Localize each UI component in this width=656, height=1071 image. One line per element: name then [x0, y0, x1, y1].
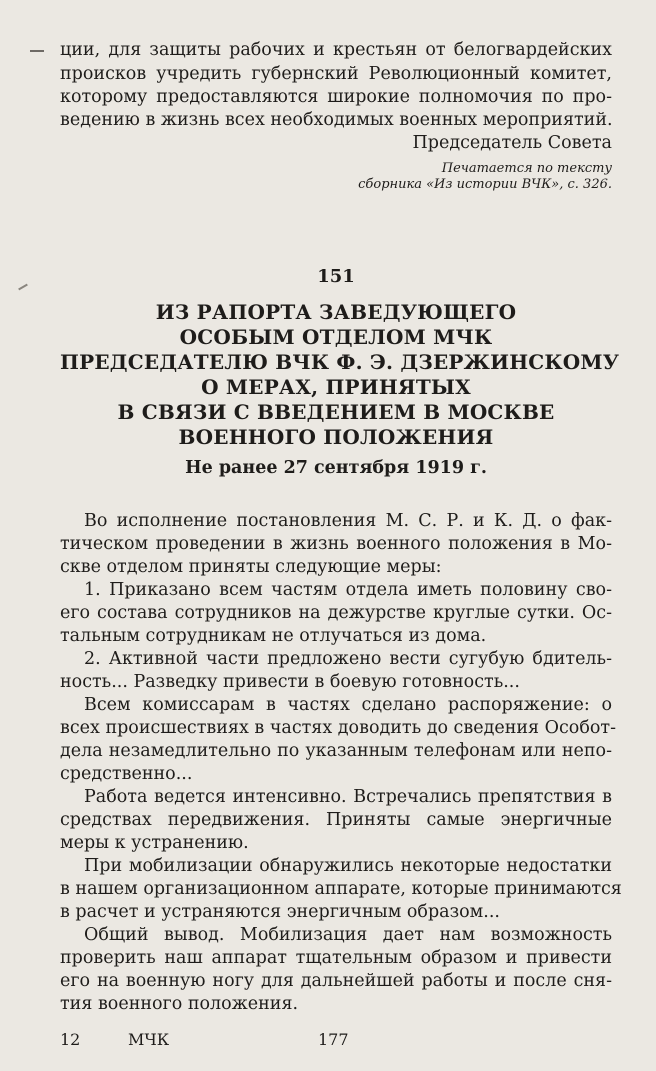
- body-line-14: средствах передвижения. Приняты самые энергичные: [60, 810, 612, 830]
- margin-dash: [30, 50, 44, 52]
- source-note-line-1: Печатается по тексту: [441, 161, 612, 176]
- body-line-15: меры к устранению.: [60, 833, 249, 853]
- page-number: 177: [318, 1030, 349, 1049]
- document-title-line-4: О МЕРАХ, ПРИНЯТЫХ: [201, 375, 471, 399]
- signature-label: МЧК: [128, 1030, 170, 1049]
- body-line-11: дела незамедлительно по указанным телефонам или непо-: [60, 741, 612, 761]
- body-line-19: Общий вывод. Мобилизация дает нам возможность: [84, 925, 612, 945]
- body-line-8: ность... Разведку привести в боевую готовность...: [60, 672, 520, 692]
- margin-tick: [18, 284, 28, 291]
- body-line-20: проверить наш аппарат тщательным образом и привести: [60, 948, 612, 968]
- body-line-12: средственно...: [60, 764, 193, 784]
- body-line-2: тическом проведении в жизнь военного положения в Мо-: [60, 534, 612, 554]
- body-line-10: всех происшествиях в частях доводить до сведения Особот-: [60, 718, 616, 738]
- body-line-9: Всем комиссарам в частях сделано распоряжение: о: [84, 695, 612, 715]
- body-line-5: его состава сотрудников на дежурстве круглые сутки. Ос-: [60, 603, 612, 623]
- document-date: Не ранее 27 сентября 1919 г.: [185, 458, 487, 478]
- body-line-17: в нашем организационном аппарате, которые принимаются: [60, 879, 622, 899]
- source-note-line-2: сборника «Из истории ВЧК», с. 326.: [358, 177, 612, 192]
- body-line-21: его на военную ногу для дальнейшей работы и после сня-: [60, 971, 612, 991]
- body-line-22: тия военного положения.: [60, 994, 299, 1014]
- body-line-7: 2. Активной части предложено вести сугубую бдитель-: [84, 649, 612, 669]
- body-line-18: в расчет и устраняются энергичным образом...: [60, 902, 500, 922]
- top-paragraph-line-2: происков учредить губернский Революционный комитет,: [60, 64, 612, 84]
- document-title-line-6: ВОЕННОГО ПОЛОЖЕНИЯ: [178, 425, 494, 449]
- body-line-13: Работа ведется интенсивно. Встречались препятствия в: [84, 787, 612, 807]
- document-number: 151: [317, 266, 355, 287]
- top-paragraph-line-3: которому предоставляются широкие полномочия по про-: [60, 87, 612, 107]
- document-title-line-2: ОСОБЫМ ОТДЕЛОМ МЧК: [179, 325, 493, 349]
- top-paragraph-line-4: ведению в жизнь всех необходимых военных мероприятий.: [60, 110, 613, 130]
- document-title-line-3: ПРЕДСЕДАТЕЛЮ ВЧК Ф. Э. ДЗЕРЖИНСКОМУ: [60, 350, 620, 374]
- body-line-16: При мобилизации обнаружились некоторые недостатки: [84, 856, 612, 876]
- body-line-6: тальным сотрудникам не отлучаться из дома.: [60, 626, 487, 646]
- council-chairman-signature: Председатель Совета: [412, 133, 612, 153]
- document-title-line-5: В СВЯЗИ С ВВЕДЕНИЕМ В МОСКВЕ: [117, 400, 555, 424]
- body-line-1: Во исполнение постановления М. С. Р. и К. Д. о фак-: [84, 511, 612, 531]
- signature-number: 12: [60, 1030, 81, 1049]
- document-title-line-1: ИЗ РАПОРТА ЗАВЕДУЮЩЕГО: [155, 300, 517, 324]
- body-line-4: 1. Приказано всем частям отдела иметь половину сво-: [84, 580, 612, 600]
- body-line-3: скве отделом приняты следующие меры:: [60, 557, 442, 577]
- top-paragraph-line-1: ции, для защиты рабочих и крестьян от белогвардейских: [60, 40, 612, 60]
